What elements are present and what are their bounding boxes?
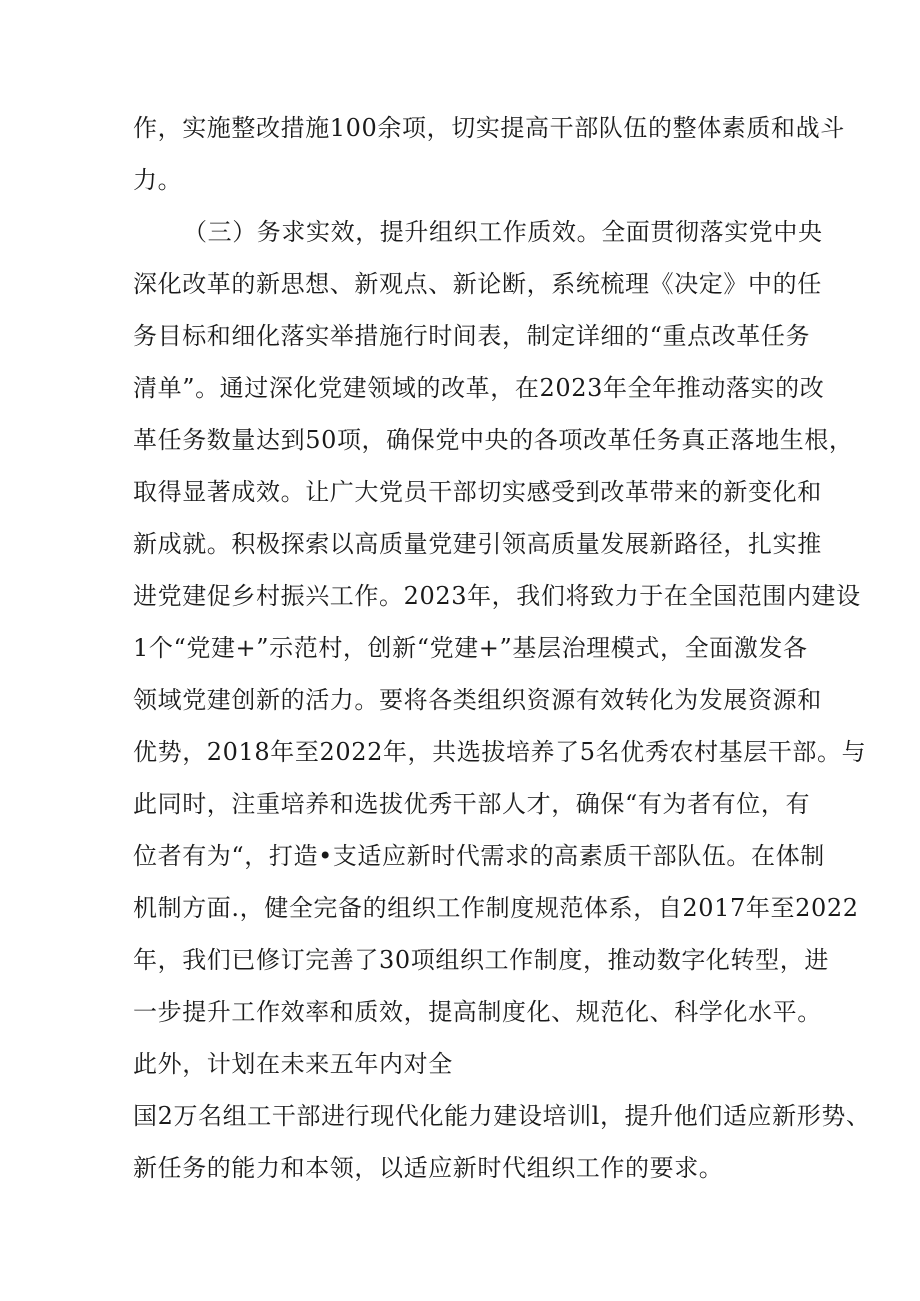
- text-line-5: 务目标和细化落实举措施行时间表，制定详细的“重点改革任务: [133, 322, 811, 350]
- text-line-14: 此同时，注重培养和选拔优秀干部人才，确保“有为者有位，有: [133, 790, 811, 818]
- text-line-20: 国2万名组工干部进行现代化能力建设培训l，提升他们适应新形势、: [133, 1102, 871, 1130]
- text-line-8: 取得显著成效。让广大党员干部切实感受到改革带来的新变化和: [133, 478, 822, 506]
- text-line-10: 进党建促乡村振兴工作。2023年，我们将致力于在全国范围内建设: [133, 582, 861, 610]
- text-line-18: 一步提升工作效率和质效，提高制度化、规范化、科学化水平。: [133, 998, 822, 1026]
- text-line-19: 此外，计划在未来五年内对全: [133, 1050, 453, 1078]
- text-line-13: 优势，2018年至2022年，共选拔培养了5名优秀农村基层干部。与: [133, 738, 867, 766]
- text-line-9: 新成就。积极探索以高质量党建引领高质量发展新路径，扎实推: [133, 530, 822, 558]
- text-line-12: 领域党建创新的活力。要将各类组织资源有效转化为发展资源和: [133, 686, 822, 714]
- text-line-16: 机制方面.，健全完备的组织工作制度规范体系，自2017年至2022: [133, 894, 859, 922]
- text-line-7: 革任务数量达到50项，确保党中央的各项改革任务真正落地生根，: [133, 426, 854, 454]
- text-line-21: 新任务的能力和本领，以适应新时代组织工作的要求。: [133, 1154, 724, 1182]
- text-line-2: 力。: [133, 166, 183, 194]
- text-line-3: （三）务求实效，提升组织工作质效。全面贯彻落实党中央: [183, 218, 823, 246]
- text-line-6: 清单”。通过深化党建领域的改革，在2023年全年推动落实的改: [133, 374, 825, 402]
- text-line-1: 作，实施整改措施100余项，切实提高干部队伍的整体素质和战斗: [133, 114, 845, 142]
- text-line-11: 1个“党建+”示范村，创新“党建+”基层治理模式，全面激发各: [133, 634, 808, 662]
- text-line-17: 年，我们已修订完善了30项组织工作制度，推动数字化转型，进: [133, 946, 829, 974]
- text-line-4: 深化改革的新思想、新观点、新论断，系统梳理《决定》中的任: [133, 270, 822, 298]
- text-line-15: 位者有为“，打造•支适应新时代需求的高素质干部队伍。在体制: [133, 842, 825, 870]
